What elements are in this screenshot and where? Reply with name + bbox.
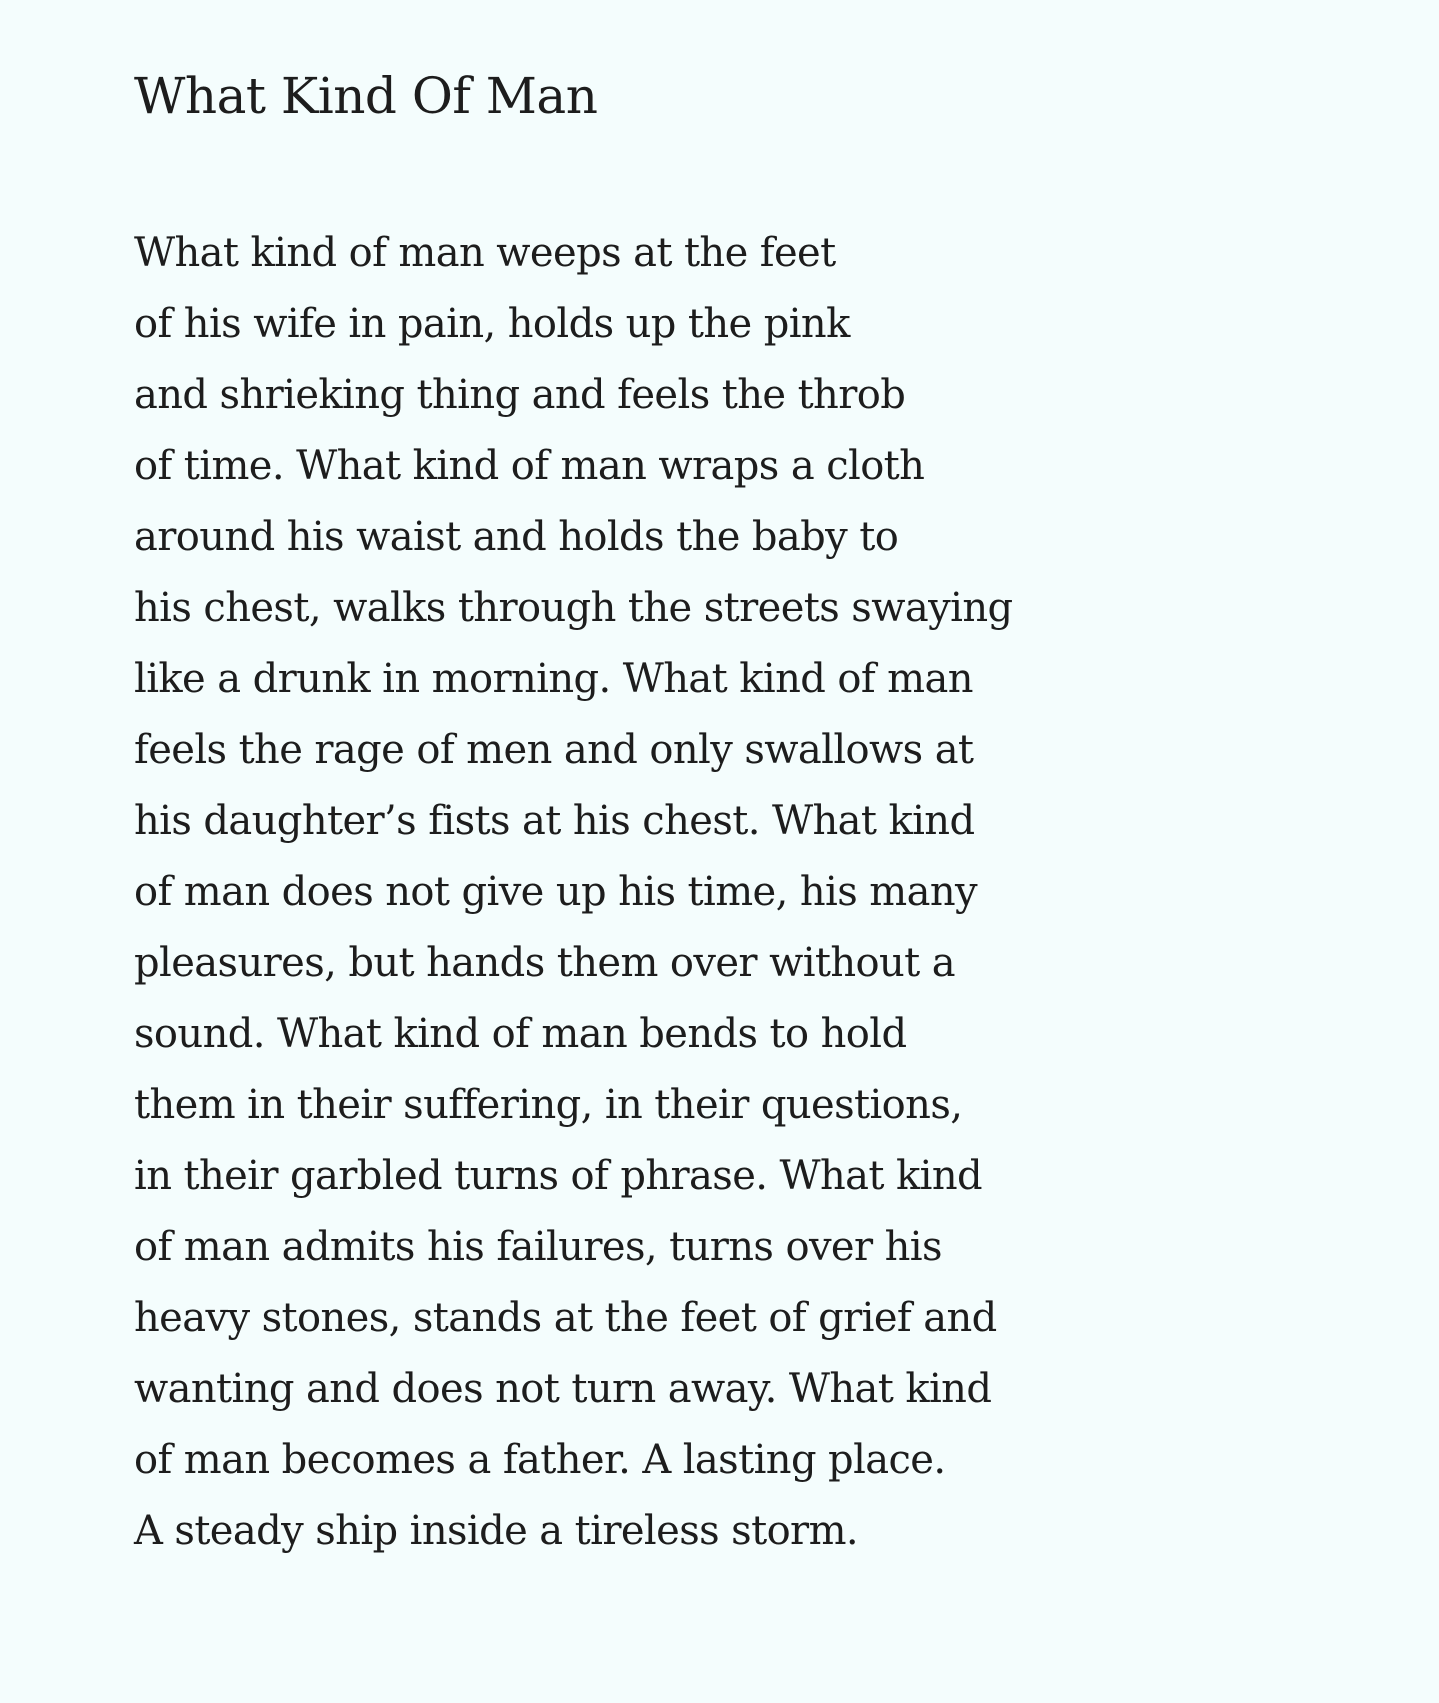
poem-line: of time. What kind of man wraps a cloth	[134, 443, 925, 489]
poem-title: What Kind Of Man	[134, 67, 598, 125]
poem-line: them in their suffering, in their questions,	[134, 1082, 963, 1128]
poem-line: heavy stones, stands at the feet of grief and	[134, 1295, 997, 1341]
poem-line: wanting and does not turn away. What kind	[134, 1366, 992, 1412]
poem-line: of man admits his failures, turns over his	[134, 1224, 942, 1270]
poem-line: What kind of man weeps at the feet	[134, 230, 836, 276]
poem-line: like a drunk in morning. What kind of man	[134, 656, 973, 702]
poem-line: A steady ship inside a tireless storm.	[134, 1508, 859, 1554]
poem-line: in their garbled turns of phrase. What kind	[134, 1153, 983, 1199]
poem-line: feels the rage of men and only swallows at	[134, 727, 974, 773]
poem-line: of man becomes a father. A lasting place.	[134, 1437, 946, 1483]
poem-line: of his wife in pain, holds up the pink	[134, 301, 850, 347]
poem-line: around his waist and holds the baby to	[134, 514, 899, 560]
poem-line: sound. What kind of man bends to hold	[134, 1011, 907, 1057]
poem-line: and shrieking thing and feels the throb	[134, 372, 906, 418]
poem-line: of man does not give up his time, his many	[134, 869, 977, 915]
poem-body	[134, 218, 1012, 1567]
poem-line: pleasures, but hands them over without a	[134, 940, 956, 986]
poem-line: his daughter’s fists at his chest. What kind	[134, 798, 975, 844]
poem-line: his chest, walks through the streets swaying	[134, 585, 1013, 631]
